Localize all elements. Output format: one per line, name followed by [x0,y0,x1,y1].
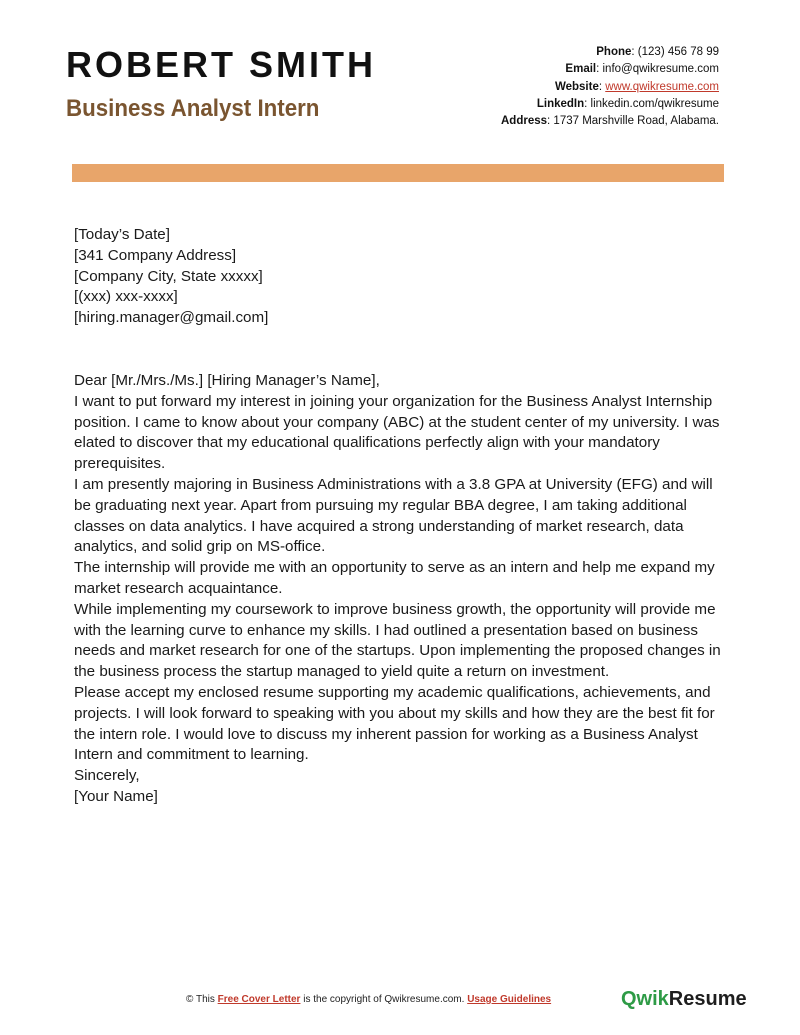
paragraph: The internship will provide me with an opportunity to serve as an intern and help me expand my market research acquaintance. [74,559,715,597]
linkedin-value: linkedin.com/qwikresume [590,97,719,110]
linkedin-label: LinkedIn [536,97,585,110]
contact-website: Website: www.qwikresume.com [554,80,719,93]
usage-guidelines-link[interactable]: Usage Guidelines [467,994,552,1005]
recipient-address [74,246,724,329]
phone-label: Phone [596,46,632,58]
accent-divider [72,164,724,182]
candidate-name: ROBERT SMITH [66,44,376,85]
closing: Sincerely, [74,767,140,785]
free-cover-letter-link[interactable]: Free Cover Letter [217,994,301,1005]
address-line: [Company City, State xxxxx] [74,267,263,285]
contact-phone: Phone: (123) 456 78 99 [596,46,719,58]
logo-part-qwik: Qwik [621,988,669,1010]
logo-part-resume: Resume [668,988,747,1010]
paragraph: While implementing my coursework to improve business growth, the opportunity will provide me with the learning curve to enhance my skills. I had outlined a presentation based on business needs and market research for one of the startups. Upon implementing the proposed changes in the business process the startup managed to yield quite a return on investment. [74,600,721,681]
website-label: Website [554,80,599,93]
salutation: Dear [Mr./Mrs./Ms.] [Hiring Manager’s Name], [74,371,380,389]
address-line: [341 Company Address] [74,246,237,264]
address-line: [hiring.manager@gmail.com] [74,309,269,327]
contact-block [501,44,719,130]
contact-linkedin: LinkedIn: linkedin.com/qwikresume [536,97,719,110]
letter-date: [Today’s Date] [74,226,170,243]
job-title: Business Analyst Intern [66,95,320,122]
email-value: info@qwikresume.com [602,63,719,76]
footer-prefix: © This [186,994,218,1005]
contact-email: Email: info@qwikresume.com [565,63,719,76]
copyright-footer [186,993,551,1007]
contact-address: Address: 1737 Marshville Road, Alabama. [501,115,719,128]
phone-value: (123) 456 78 99 [637,46,719,58]
website-link[interactable]: www.qwikresume.com [605,80,719,93]
signature: [Your Name] [74,787,158,805]
paragraph: I am presently majoring in Business Administrations with a 3.8 GPA at University (EFG) and will be graduating next year. Apart from pursuing my regular BBA degree, I am taking additional classes on data analytics. I have acquired a strong understanding of market research, data analytics, and solid grip on MS-office. [74,475,713,556]
address-value: 1737 Marshville Road, Alabama. [553,115,719,128]
footer-middle: is the copyright of Qwikresume.com. [300,994,468,1005]
address-label: Address [501,115,548,128]
email-label: Email [565,63,597,76]
address-line: [(xxx) xxx-xxxx] [74,288,178,306]
paragraph: Please accept my enclosed resume supporting my academic qualifications, achievements, and projects. I will look forward to speaking with you about my skills and how they are the best fit for the intern role. I would love to discuss my inherent passion for working as a Business Analyst Intern and commitment to learning. [74,683,715,764]
letter-body [74,225,724,808]
qwikresume-logo [621,986,747,1012]
paragraph: I want to put forward my interest in joining your organization for the Business Analyst Internship position. I came to know about your company (ABC) at the student center of my university. I was elated to discover that my educational qualifications perfectly align with your mandatory prerequisites. [74,392,720,473]
